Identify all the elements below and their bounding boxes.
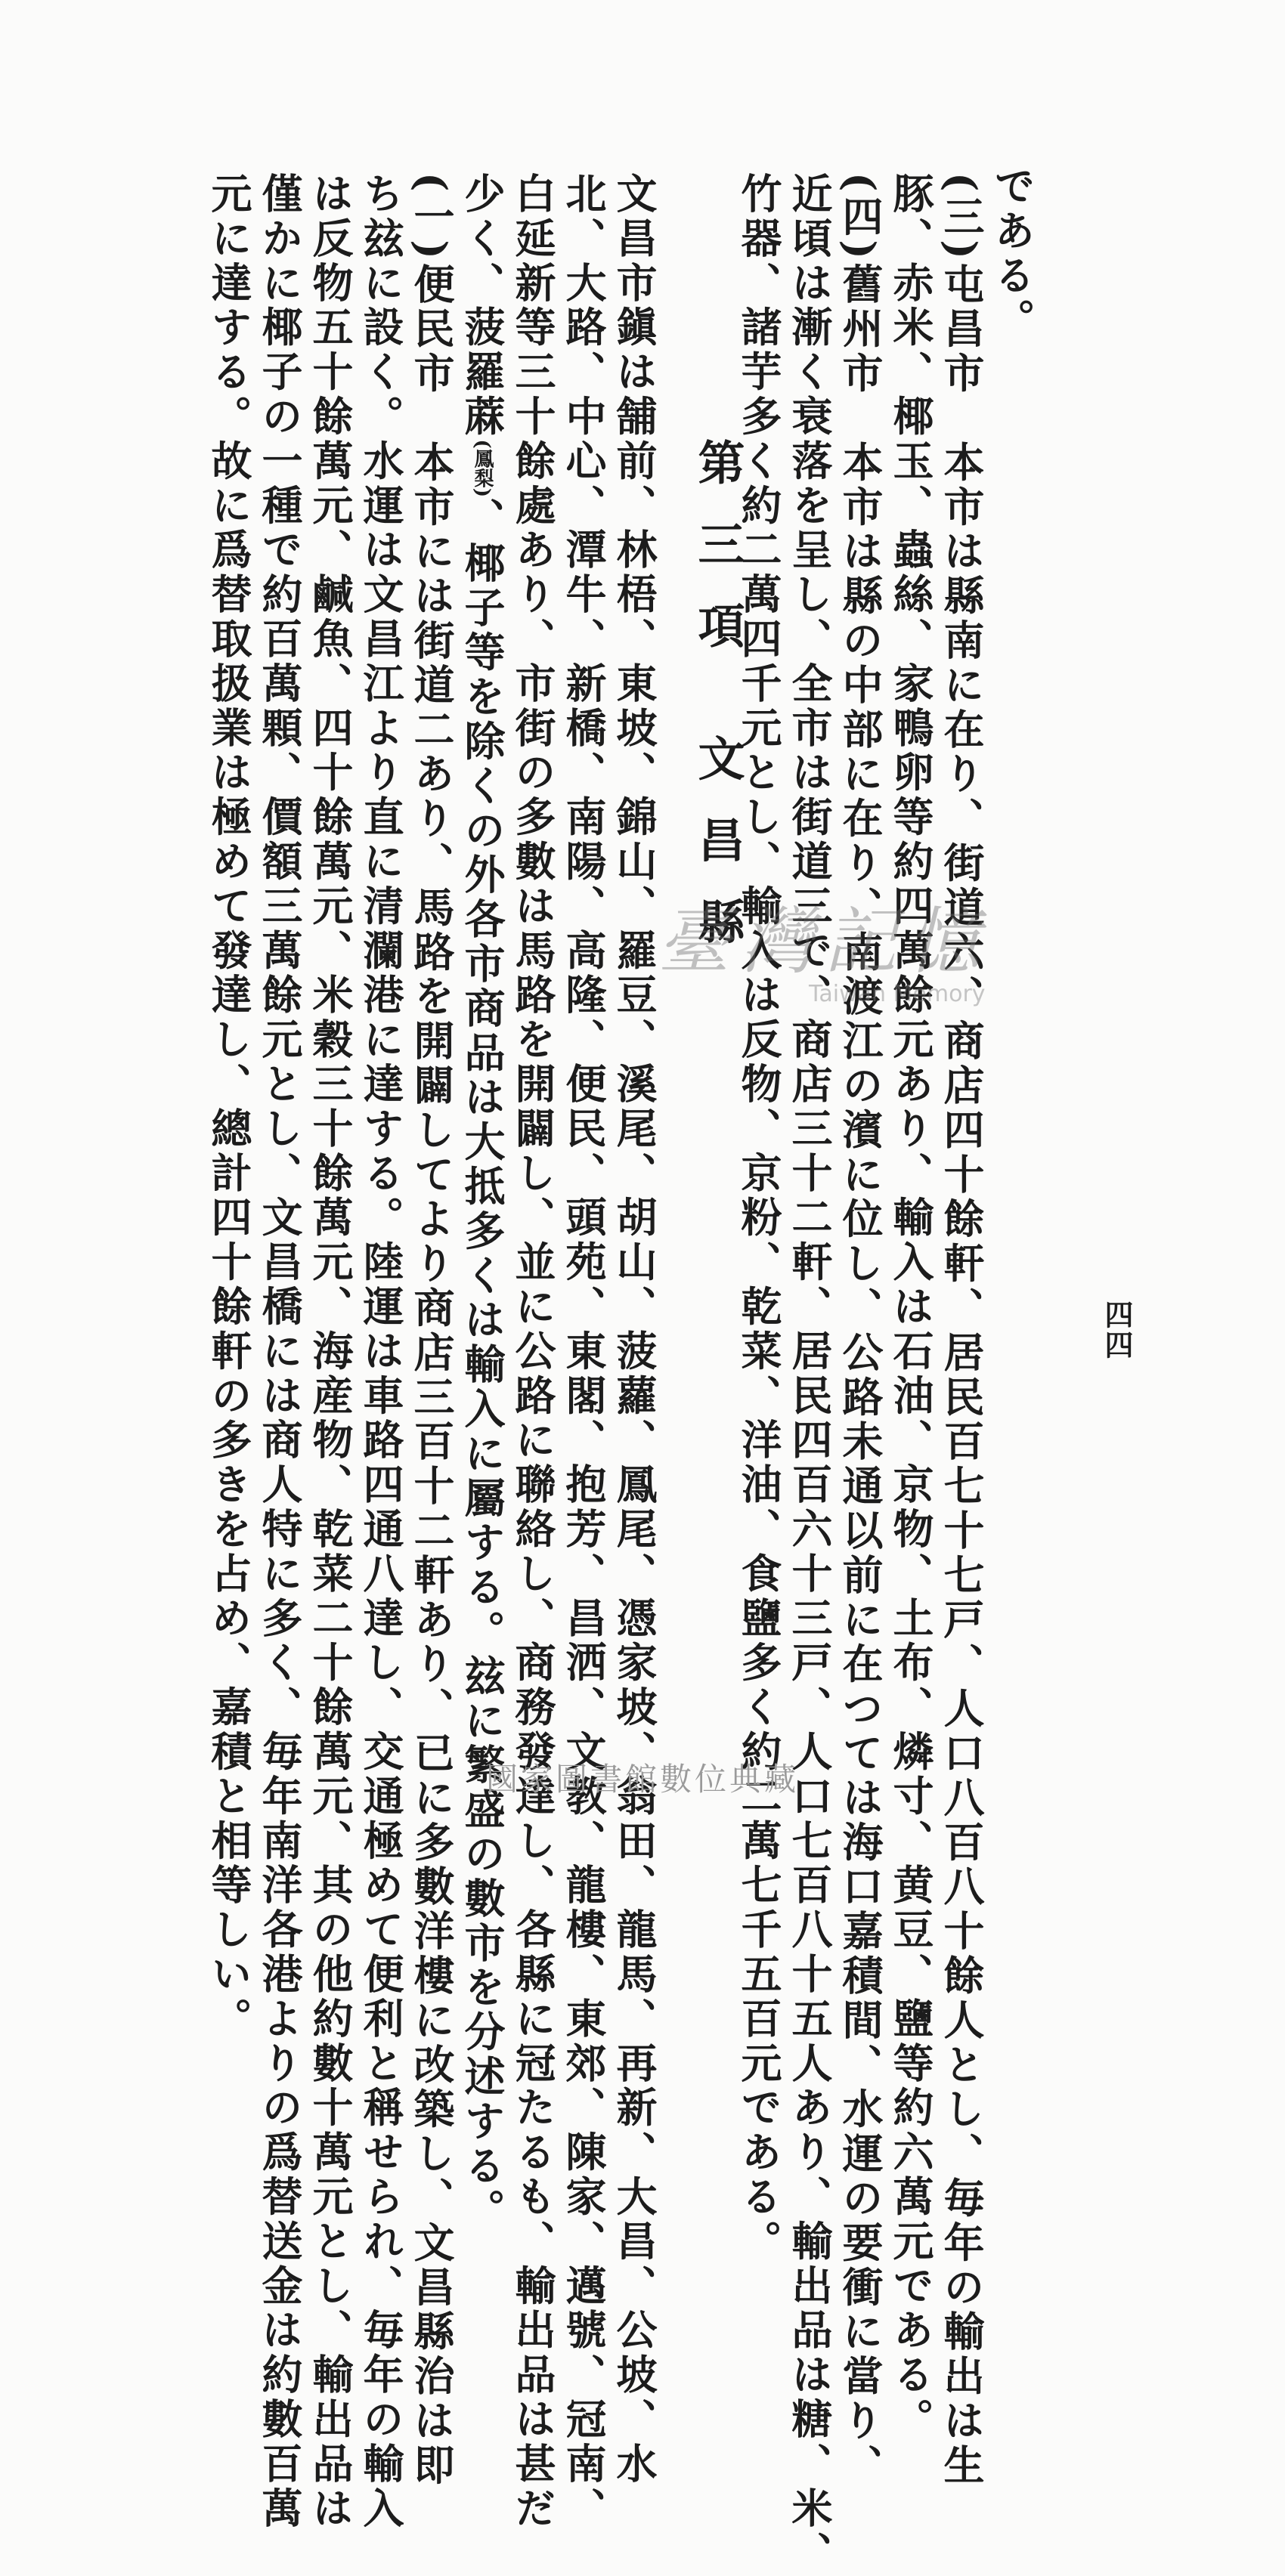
column-text: 元に達する。故に爲替取扱業は極めて發達し、總計四十餘軒の多きを占め、嘉積と相等しい。 xyxy=(205,172,253,2042)
text-column-5 xyxy=(785,172,834,2576)
text-column-11 xyxy=(407,172,456,2488)
column-text: 僅かに椰子の一種で約百萬顆、價額三萬餘元とし、文昌橋には商人特に多く、毎年南洋各港よりの爲替送金は約數百萬 xyxy=(255,172,304,2531)
column-text: 竹器、諸芋多く約二萬四千元とし、輸入は反物、京粉、乾菜、洋油、食鹽多く約二萬七千五百元である。 xyxy=(735,172,783,2265)
watermark-subtitle: Taiwan Memory xyxy=(809,981,986,1007)
column-text: 白延新等三十餘處あり、市街の多數は馬路を開闢し、並に公路に聯絡し、商務發達し、各縣に冠たるも、輸出品は甚だ xyxy=(509,172,557,2531)
column-text: 、椰子等を除くの外各市商品は大抵多くは輸入に屬する。玆に繁盛の數市を分述する。 xyxy=(458,497,506,2234)
page-number: 四四 xyxy=(1100,1300,1134,1360)
text-column-10 xyxy=(458,172,506,2234)
text-column-2 xyxy=(937,172,986,2488)
column-text: は反物五十餘萬元、鹹魚、四十餘萬元、米穀三十餘萬元、海産物、乾菜二十餘萬元、其の他約數十萬元とし、輸出品は xyxy=(306,172,355,2531)
column-text: 本市には街道二あり、馬路を開闢してより商店三百十二軒あり、已に多數洋樓に改築し、文昌縣治は即 xyxy=(407,441,456,2488)
text-column-4 xyxy=(836,172,884,2488)
column-text: 文昌市鎭は舗前、林梧、東坡、錦山、羅豆、溪尾、胡山、菠蘿、鳳尾、憑家坡、翁田、龍馬、再新、大昌、公坡、水 xyxy=(610,172,658,2487)
item-number: (三) xyxy=(937,172,986,263)
item-number: (一) xyxy=(407,172,456,263)
text-column-1 xyxy=(988,165,1036,343)
column-text: である。 xyxy=(988,165,1036,343)
column-text: 本市は縣の中部に在り、南渡江の濱に位し、公路未通以前に在つては海口嘉積間、水運の要衝に當り、 xyxy=(836,441,884,2488)
column-text: 北、大路、中心、潭牛、新橋、南陽、高隆、便民、頭苑、東閣、抱芳、昌洒、文教、龍樓、東郊、陳家、邁號、冠南、 xyxy=(559,172,608,2531)
text-column-7 xyxy=(610,172,658,2487)
inline-annotation: (鳳梨) xyxy=(471,439,494,498)
footer-credit: 國家圖書館數位典藏 xyxy=(485,1761,799,1798)
item-term: 屯昌市 xyxy=(937,262,986,397)
section-heading: 第三項 文昌縣 xyxy=(690,438,745,979)
column-text: 本市は縣南に在り、街道六、商店四十餘軒、居民百七十七戸、人口八百八十餘人とし、毎年の輸出は生 xyxy=(937,441,986,2488)
text-column-13 xyxy=(306,172,355,2531)
column-text: 近頃は漸く衰落を呈し、全市は街道三で、商店三十二軒、居民四百六十三戸、人口七百八十五人あり、輸出品は糖、米、 xyxy=(785,172,834,2576)
column-text: ち玆に設く。水運は文昌江より直に清瀾港に達する。陸運は車路四通八達し、交通極めて便利と稱せられ、毎年の輸入 xyxy=(357,172,405,2531)
item-number: (四) xyxy=(836,172,884,263)
watermark-title: 臺灣記憶 xyxy=(658,899,990,984)
item-term: 舊州市 xyxy=(836,262,884,397)
watermark-logo xyxy=(658,884,1051,1020)
column-text: 少く、菠羅蔴 xyxy=(458,172,506,440)
text-column-8 xyxy=(559,172,608,2531)
column-text: 豚、赤米、椰玉、蟲絲、家鴨卵等約四萬餘元あり、輸入は石油、京物、土布、燐寸、黄豆、鹽等約六萬元である。 xyxy=(887,172,935,2442)
text-column-12 xyxy=(357,172,405,2531)
text-column-14 xyxy=(255,172,304,2531)
text-column-3 xyxy=(887,172,935,2442)
item-term: 便民市 xyxy=(407,262,456,397)
text-column-9 xyxy=(509,172,557,2531)
